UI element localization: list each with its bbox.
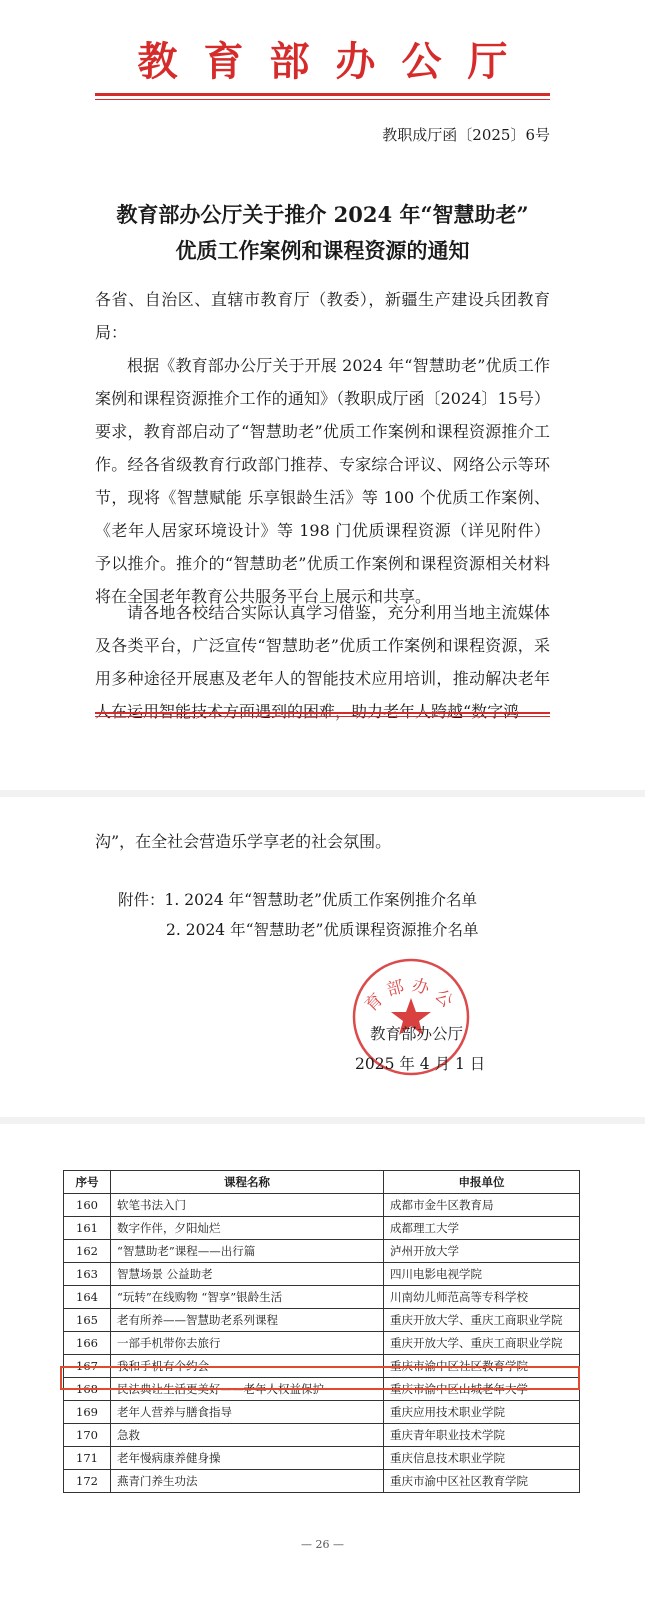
- cell-unit: 重庆应用技术职业学院: [384, 1401, 580, 1424]
- cell-index: 167: [64, 1355, 111, 1378]
- table-row: [64, 1470, 580, 1493]
- footer-red-line: [95, 712, 550, 714]
- table-row: [64, 1401, 580, 1424]
- cell-course: “玩转”在线购物 “智享”银龄生活: [111, 1286, 384, 1309]
- cell-course: 民法典让生活更美好——老年人权益保护: [111, 1378, 384, 1401]
- notice-title-line1: 教育部办公厅关于推介 2024 年“智慧助老”: [116, 202, 529, 227]
- notice-title-line2: 优质工作案例和课程资源的通知: [175, 238, 470, 263]
- highlight-box: [60, 1366, 580, 1390]
- table-header-row: [64, 1171, 580, 1194]
- cell-course: 燕青门养生功法: [111, 1470, 384, 1493]
- signing-date: 2025 年 4 月 1 日: [355, 1055, 486, 1073]
- cell-unit: 重庆青年职业技术学院: [384, 1424, 580, 1447]
- table-row: [64, 1217, 580, 1240]
- document-page-1: [0, 0, 645, 790]
- cell-index: 169: [64, 1401, 111, 1424]
- cell-course: 一部手机带你去旅行: [111, 1332, 384, 1355]
- cell-unit: 成都市金牛区教育局: [384, 1194, 580, 1217]
- red-divider-thin: [95, 99, 550, 100]
- course-resources-table: [63, 1170, 580, 1493]
- table-row: [64, 1309, 580, 1332]
- table-row: [64, 1240, 580, 1263]
- cell-index: 160: [64, 1194, 111, 1217]
- cell-unit: 川南幼儿师范高等专科学校: [384, 1286, 580, 1309]
- issuing-org-header: 教育部办公厅: [137, 38, 534, 85]
- header-index: 序号: [64, 1171, 111, 1194]
- notice-title: [0, 197, 645, 269]
- paragraph-2-continued: 沟”，在全社会营造乐学享老的社会氛围。: [95, 832, 392, 851]
- cell-index: 162: [64, 1240, 111, 1263]
- cell-unit: 重庆市渝中区社区教育学院: [384, 1355, 580, 1378]
- table-row: [64, 1447, 580, 1470]
- table-row: [64, 1194, 580, 1217]
- table-row: [64, 1332, 580, 1355]
- cell-index: 163: [64, 1263, 111, 1286]
- paragraph-1: 根据《教育部办公厅关于开展 2024 年“智慧助老”优质工作案例和课程资源推介工作的通知》（教职成厅函〔2024〕15号）要求，教育部启动了“智慧助老”优质工作案例和课程资源推介工作。经各省级教育行政部门推荐、专家综合评议、网络公示等环节，现将《智慧赋能 乐享银龄生活》等 100 个优质工作案例、《老年人居家环境设计》等 198 门优质课程资源（详见附件）予以推介。推介的“智慧助老”优质工作案例和课程资源相关材料将在全国老年教育公共服务平台上展示和共享。: [95, 356, 550, 606]
- cell-course: 软笔书法入门: [111, 1194, 384, 1217]
- cell-unit: 重庆市渝中区山城老年大学: [384, 1378, 580, 1401]
- cell-course: 急救: [111, 1424, 384, 1447]
- seal-text: 育部办公: [361, 975, 461, 1016]
- cell-unit: 成都理工大学: [384, 1217, 580, 1240]
- table-row: [64, 1286, 580, 1309]
- cell-index: 171: [64, 1447, 111, 1470]
- cell-course: 老有所养——智慧助老系列课程: [111, 1309, 384, 1332]
- signing-org: 教育部办公厅: [370, 1025, 464, 1043]
- attachments-label-text: 附件：: [118, 891, 165, 909]
- paragraph-2: 请各地各校结合实际认真学习借鉴，充分利用当地主流媒体及各类平台，广泛宣传“智慧助老”优质工作案例和课程资源，采用多种途径开展惠及老年人的智能技术应用培训，推动解决老年: [95, 603, 550, 688]
- footer-red-line-thin: [95, 716, 550, 717]
- header-unit: 申报单位: [384, 1171, 580, 1194]
- cell-unit: 重庆开放大学、重庆工商职业学院: [384, 1309, 580, 1332]
- cell-index: 165: [64, 1309, 111, 1332]
- cell-course: 智慧场景 公益助老: [111, 1263, 384, 1286]
- cell-unit: 重庆信息技术职业学院: [384, 1447, 580, 1470]
- cell-index: 170: [64, 1424, 111, 1447]
- cell-unit: 四川电影电视学院: [384, 1263, 580, 1286]
- attachments-label: [118, 888, 477, 910]
- document-number: 教职成厅函〔2025〕6号: [382, 126, 550, 144]
- cell-index: 161: [64, 1217, 111, 1240]
- cell-index: 172: [64, 1470, 111, 1493]
- cell-index: 166: [64, 1332, 111, 1355]
- attachment-item-2: 2. 2024 年“智慧助老”优质课程资源推介名单: [166, 921, 479, 939]
- cell-course: “智慧助老”课程——出行篇: [111, 1240, 384, 1263]
- cell-course: 老年人营养与膳食指导: [111, 1401, 384, 1424]
- cell-unit: 重庆市渝中区社区教育学院: [384, 1470, 580, 1493]
- cell-course: 数字作伴，夕阳灿烂: [111, 1217, 384, 1240]
- cell-course: 我和手机有个约会: [111, 1355, 384, 1378]
- recipients: 各省、自治区、直辖市教育厅（教委），新疆生产建设兵团教育局：: [95, 290, 550, 342]
- cell-index: 168: [64, 1378, 111, 1401]
- header-course-name: 课程名称: [111, 1171, 384, 1194]
- table-row: [64, 1424, 580, 1447]
- page-number: — 26 —: [301, 1538, 344, 1551]
- cell-index: 164: [64, 1286, 111, 1309]
- attachment-item-1: 1. 2024 年“智慧助老”优质工作案例推介名单: [164, 891, 477, 909]
- cell-course: 老年慢病康养健身操: [111, 1447, 384, 1470]
- red-divider: [95, 93, 550, 96]
- table-row: [64, 1263, 580, 1286]
- cell-unit: 重庆开放大学、重庆工商职业学院: [384, 1332, 580, 1355]
- cell-unit: 泸州开放大学: [384, 1240, 580, 1263]
